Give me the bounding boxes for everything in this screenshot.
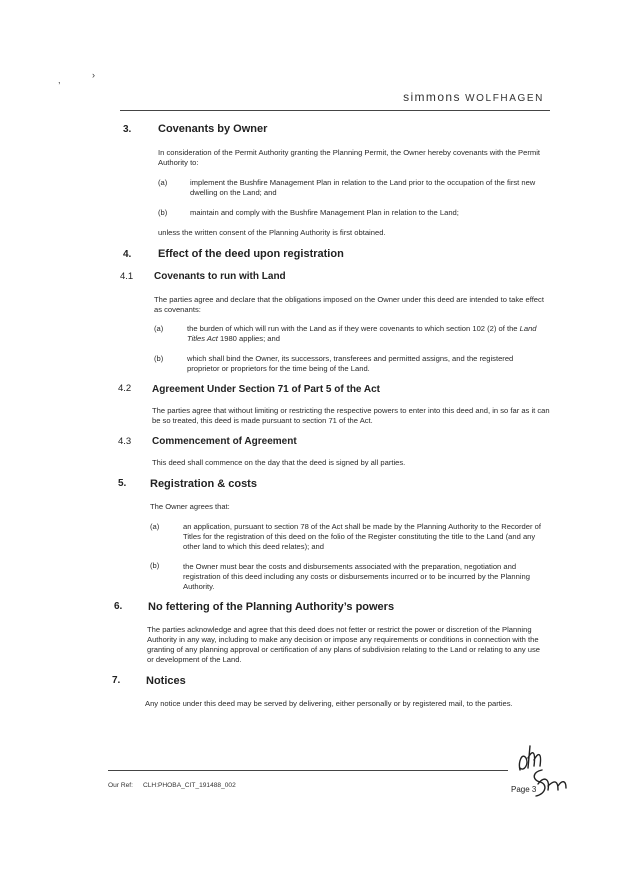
section-3-title: Covenants by Owner [158, 123, 268, 135]
section-4-number: 4. [123, 249, 132, 260]
brand-name-wolfhagen: WOLFHAGEN [465, 93, 544, 104]
section-6-text: The parties acknowledge and agree that this deed does not fetter or restrict the power or discretion of the Planning Authority in any way, including to make any decision or impose any requirements or conditions in connection with the granting of any planning approval or certification of any plans of subdivision relating to the Land or relating to any use or development of the Land. [147, 625, 541, 664]
section-4-title: Effect of the deed upon registration [158, 248, 344, 260]
section-4-1-item-b-label: (b) [154, 354, 164, 363]
footer-ref-value: CLH:PHOBA_CIT_191488_002 [143, 782, 236, 789]
section-4-1-item-b-text: which shall bind the Owner, its successors, transferees and permitted assigns, and the registered proprietor or proprietors for the time being of the Land. [187, 354, 514, 373]
section-5-intro: The Owner agrees that: [150, 502, 230, 511]
section-4-1-title: Covenants to run with Land [154, 271, 286, 282]
section-4-1-item-a-label: (a) [154, 324, 164, 333]
section-3-item-b-label: (b) [158, 208, 168, 217]
section-7-title: Notices [146, 675, 186, 687]
section-3-closing: unless the written consent of the Planning Authority is first obtained. [158, 228, 386, 237]
section-4-2-text: The parties agree that without limiting or restricting the respective powers to enter into this deed and, in so far as it can be so treated, this deed is made pursuant to section 71 of the Act. [152, 406, 550, 425]
section-4-3-number: 4.3 [118, 436, 132, 447]
section-3-item-a-text: implement the Bushfire Management Plan in relation to the Land prior to the occupation of the first new dwelling on the Land; and [190, 178, 536, 197]
section-5-title: Registration & costs [150, 478, 257, 490]
section-5-item-a-label: (a) [150, 522, 160, 531]
section-5-item-a-text: an application, pursuant to section 78 of the Act shall be made by the Planning Authority to the Recorder of Titles for the registration of this deed on the folio of the Register constituting the title to the Land (and any other land to which this deed relates); and [183, 522, 541, 551]
section-7-number: 7. [112, 675, 121, 686]
footer-rule [108, 770, 508, 771]
item-a-text-end: 1980 applies; and [217, 334, 280, 343]
section-4-3-text: This deed shall commence on the day that the deed is signed by all parties. [152, 458, 406, 467]
header-rule [120, 110, 550, 111]
section-4-1-number: 4.1 [120, 271, 134, 282]
section-6-title: No fettering of the Planning Authority’s powers [148, 601, 395, 613]
section-4-1-intro: The parties agree and declare that the obligations imposed on the Owner under this deed are intended to take effect as covenants: [154, 295, 544, 314]
section-5-number: 5. [118, 478, 127, 489]
section-5-item-b-label: (b) [150, 561, 160, 570]
brand-logo [403, 90, 544, 104]
section-7-text: Any notice under this deed may be served by delivering, either personally or by registered mail, to the parties. [145, 699, 513, 708]
stray-mark-left: , [58, 75, 61, 85]
section-4-3-title: Commencement of Agreement [152, 436, 297, 447]
section-4-2-title: Agreement Under Section 71 of Part 5 of the Act [152, 384, 381, 395]
section-4-1-item-a-text [187, 324, 552, 344]
section-3-number: 3. [123, 124, 132, 135]
page-number: Page 3 [511, 785, 537, 794]
section-3-item-b-text: maintain and comply with the Bushfire Management Plan in relation to the Land; [190, 208, 459, 217]
handwritten-initials-bottom [528, 766, 570, 804]
section-3-intro: In consideration of the Permit Authority granting the Planning Permit, the Owner hereby covenants with the Permit Authority to: [158, 148, 540, 167]
section-4-2-number: 4.2 [118, 383, 132, 394]
act-name-italic: Land Titles Act [187, 324, 537, 343]
footer-ref-label: Our Ref: [108, 782, 133, 789]
stray-mark-right: › [92, 70, 95, 80]
section-5-item-b-text: the Owner must bear the costs and disbursements associated with the preparation, negotiation and registration of this deed including any costs or disbursements incurred or to be incurred by the Planning Authority. [183, 562, 530, 591]
section-6-number: 6. [114, 601, 123, 612]
item-a-text-start: the burden of which will run with the Land as if they were covenants to which section 102 (2) of the [187, 324, 520, 333]
section-3-item-a-label: (a) [158, 178, 168, 187]
brand-name-simmons: simmons [403, 90, 461, 104]
